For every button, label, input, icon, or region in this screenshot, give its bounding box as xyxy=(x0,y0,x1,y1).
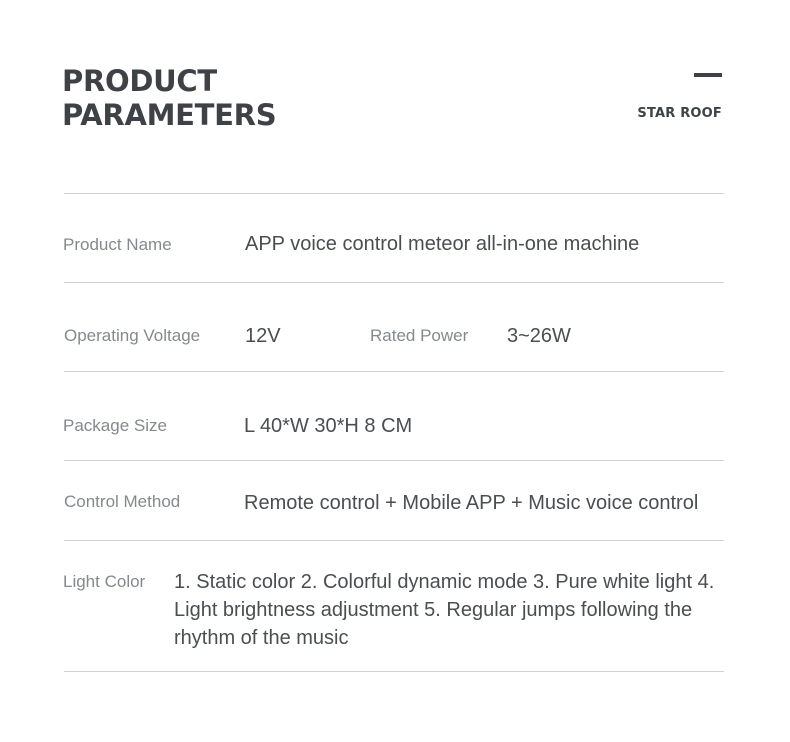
divider xyxy=(64,460,724,461)
light-color-value: 1. Static color 2. Colorful dynamic mode 3. Pure white light 4. Light brightness adjustment 5. Regular jumps following the rhythm of the music xyxy=(174,571,715,649)
rated-power-value: 3~26W xyxy=(507,325,571,347)
divider xyxy=(64,371,724,372)
title-line-2: PARAMETERS xyxy=(62,98,277,132)
divider xyxy=(64,540,724,541)
package-size-label: Package Size xyxy=(63,416,167,435)
divider xyxy=(64,282,724,283)
divider xyxy=(64,193,724,194)
rated-power-label: Rated Power xyxy=(370,326,469,345)
control-method-value: Remote control + Mobile APP + Music voice control xyxy=(244,492,699,514)
control-method-label: Control Method xyxy=(64,492,181,511)
package-size-value: L 40*W 30*H 8 CM xyxy=(244,415,413,437)
page-title xyxy=(62,64,276,132)
divider xyxy=(64,671,724,672)
operating-voltage-label: Operating Voltage xyxy=(64,326,201,345)
operating-voltage-value: 12V xyxy=(245,325,281,347)
brand-name: STAR ROOF xyxy=(637,106,722,121)
title-line-1: PRODUCT xyxy=(62,64,217,98)
product-name-value: APP voice control meteor all-in-one machine xyxy=(245,233,640,255)
decorative-dash xyxy=(694,73,722,77)
light-color-label: Light Color xyxy=(63,572,146,591)
product-name-label: Product Name xyxy=(63,235,172,254)
